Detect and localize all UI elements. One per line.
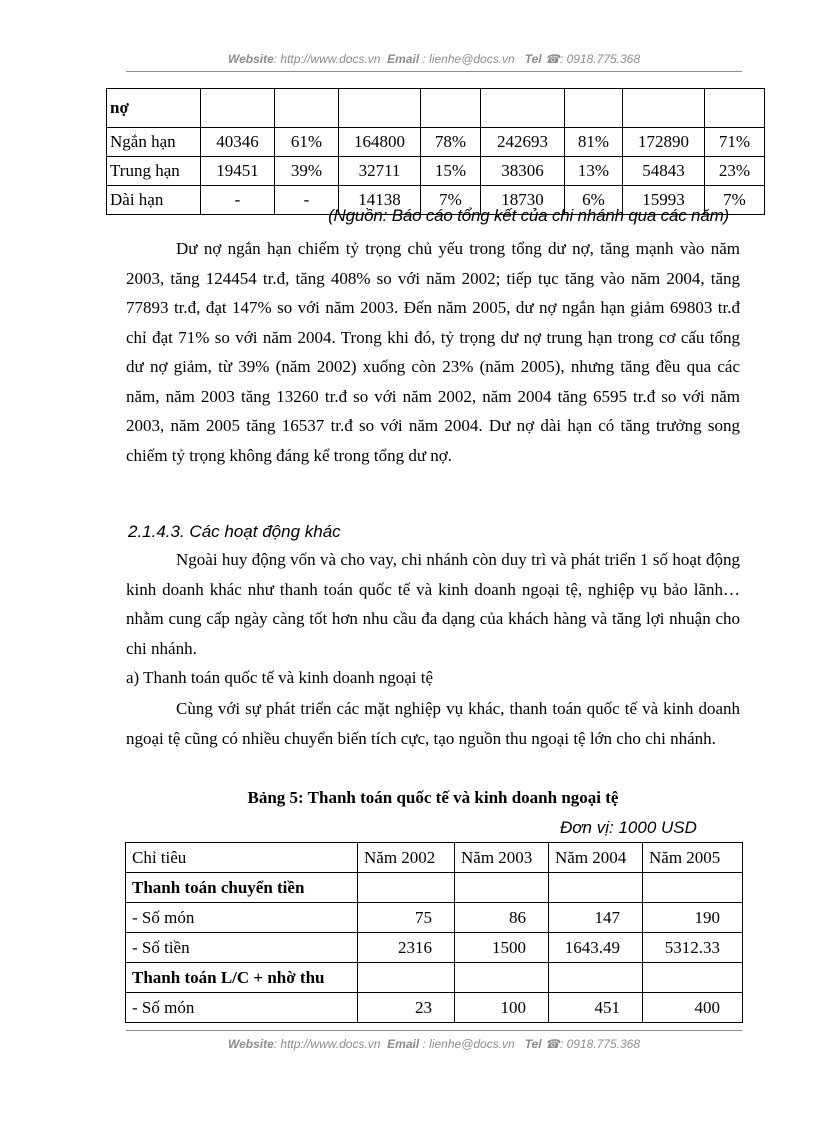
tel-label: Tel xyxy=(524,1037,542,1051)
row-label: Thanh toán L/C + nhờ thu xyxy=(126,963,358,993)
website-label: Website xyxy=(227,1037,274,1051)
table-cell: 15993 xyxy=(623,186,705,215)
table-cell: 400 xyxy=(643,993,743,1023)
paragraph: Dư nợ ngắn hạn chiếm tỷ trọng chủ yếu trong tổng dư nợ, tăng mạnh vào năm 2003, tăng 124454 tr.đ, tăng 408% so với năm 2002; tiếp tục tăng vào năm 2004, tăng 77893 tr.đ, đạt 147% so với năm 2003. Đến năm 2005, dư nợ ngắn hạn giảm 69803 tr.đ chỉ đạt 71% so với năm 2004. Trong khi đó, tỷ trọng dư nợ trung hạn trong cơ cấu tổng dư nợ giảm, từ 39% (năm 2002) xuống còn 23% (năm 2005), nhưng tăng đều qua các năm, năm 2003 tăng 13260 tr.đ so với năm 2002, năm 2004 tăng 6595 tr.đ so với năm 2003, năm 2005 tăng 16537 tr.đ so với năm 2004. Dư nợ dài hạn có tăng trưởng song chiếm tỷ trọng không đáng kể trong tổng dư nợ. xyxy=(126,239,740,465)
table-cell xyxy=(549,873,643,903)
table-cell: 38306 xyxy=(481,157,565,186)
table-cell: 78% xyxy=(421,128,481,157)
table-cell xyxy=(358,963,455,993)
tel-value: : 0918.775.368 xyxy=(559,1037,641,1051)
table-cell: 14138 xyxy=(339,186,421,215)
row-label: nợ xyxy=(107,89,201,128)
table-cell: 75 xyxy=(358,903,455,933)
table-row xyxy=(126,993,743,1023)
table-cell: 54843 xyxy=(623,157,705,186)
table-cell: 23 xyxy=(358,993,455,1023)
table-cell xyxy=(358,873,455,903)
email-label: Email xyxy=(387,1037,420,1051)
email-value[interactable]: : lienhe@docs.vn xyxy=(422,1037,515,1051)
phone-icon: ☎ xyxy=(545,1037,560,1051)
table-row xyxy=(107,157,765,186)
table-row xyxy=(126,933,743,963)
column-header: Năm 2005 xyxy=(643,843,743,873)
table-cell: - xyxy=(201,186,275,215)
website-url[interactable]: : http://www.docs.vn xyxy=(273,52,381,66)
paragraph: Cùng với sự phát triển các mặt nghiệp vụ khác, thanh toán quốc tế và kinh doanh ngoại tệ cũng có nhiều chuyển biến tích cực, tạo nguồn thu ngoại tệ lớn cho chi nhánh. xyxy=(126,699,740,748)
table-cell: 40346 xyxy=(201,128,275,157)
table-cell: 1500 xyxy=(455,933,549,963)
column-header: Năm 2002 xyxy=(358,843,455,873)
table-cell: 6% xyxy=(565,186,623,215)
phone-icon: ☎ xyxy=(545,52,560,66)
table-cell xyxy=(455,963,549,993)
row-label: Dài hạn xyxy=(107,186,201,215)
section-heading: 2.1.4.3. Các hoạt động khác xyxy=(128,522,341,541)
table-cell: 18730 xyxy=(481,186,565,215)
table-cell: 86 xyxy=(455,903,549,933)
table-row xyxy=(126,903,743,933)
table-header-row xyxy=(126,843,743,873)
table-cell: 7% xyxy=(705,186,765,215)
table-cell: 71% xyxy=(705,128,765,157)
table-cell: 19451 xyxy=(201,157,275,186)
unit-note: Đơn vị: 1000 USD xyxy=(560,818,697,837)
header-rule xyxy=(126,71,742,72)
row-label: Ngắn hạn xyxy=(107,128,201,157)
column-header: Năm 2003 xyxy=(455,843,549,873)
table-cell xyxy=(455,873,549,903)
table-cell: - xyxy=(275,186,339,215)
table-cell: 451 xyxy=(549,993,643,1023)
table-cell: 242693 xyxy=(481,128,565,157)
table-cell: 23% xyxy=(705,157,765,186)
table-cell: 81% xyxy=(565,128,623,157)
row-label: Trung hạn xyxy=(107,157,201,186)
table-cell: 190 xyxy=(643,903,743,933)
table-cell xyxy=(643,873,743,903)
table-title: Bảng 5: Thanh toán quốc tế và kinh doanh ngoại tệ xyxy=(247,788,619,807)
table-cell: 2316 xyxy=(358,933,455,963)
email-value[interactable]: : lienhe@docs.vn xyxy=(422,52,515,66)
tel-value: : 0918.775.368 xyxy=(559,52,641,66)
table-cell: 15% xyxy=(421,157,481,186)
page-footer xyxy=(126,1037,742,1051)
table-row xyxy=(107,89,765,128)
table-row xyxy=(126,963,743,993)
row-label: Thanh toán chuyển tiền xyxy=(126,873,358,903)
table-cell: 39% xyxy=(275,157,339,186)
website-url[interactable]: : http://www.docs.vn xyxy=(273,1037,381,1051)
table-cell: 61% xyxy=(275,128,339,157)
paragraph: Ngoài huy động vốn và cho vay, chi nhánh còn duy trì và phát triển 1 số hoạt động kinh doanh khác như thanh toán quốc tế và kinh doanh ngoại tệ, nghiệp vụ bảo lãnh… nhằm cung cấp ngày càng tốt hơn nhu cầu đa dạng của khách hàng và tăng lợi nhuận cho chi nhánh. xyxy=(126,550,740,658)
source-note: (Nguồn: Báo cáo tổng kết của chi nhánh qua các năm) xyxy=(328,206,729,225)
international-payment-table xyxy=(125,842,743,1023)
column-header: Năm 2004 xyxy=(549,843,643,873)
tel-label: Tel xyxy=(524,52,542,66)
email-label: Email xyxy=(387,52,420,66)
debt-structure-table xyxy=(106,88,765,215)
row-label: - Số món xyxy=(126,993,358,1023)
website-label: Website xyxy=(227,52,274,66)
table-cell: 7% xyxy=(421,186,481,215)
table-cell: 164800 xyxy=(339,128,421,157)
table-cell: 13% xyxy=(565,157,623,186)
table-row xyxy=(107,128,765,157)
table-cell: 147 xyxy=(549,903,643,933)
subheading: a) Thanh toán quốc tế và kinh doanh ngoại tệ xyxy=(126,668,434,687)
page-header xyxy=(126,52,742,66)
row-label: - Số món xyxy=(126,903,358,933)
table-cell xyxy=(643,963,743,993)
table-cell: 32711 xyxy=(339,157,421,186)
table-cell: 100 xyxy=(455,993,549,1023)
table-cell: 172890 xyxy=(623,128,705,157)
table-cell xyxy=(549,963,643,993)
row-label: - Số tiền xyxy=(126,933,358,963)
table-row xyxy=(126,873,743,903)
column-header: Chỉ tiêu xyxy=(126,843,358,873)
table-cell: 5312.33 xyxy=(643,933,743,963)
table-cell: 1643.49 xyxy=(549,933,643,963)
footer-rule xyxy=(126,1030,742,1031)
